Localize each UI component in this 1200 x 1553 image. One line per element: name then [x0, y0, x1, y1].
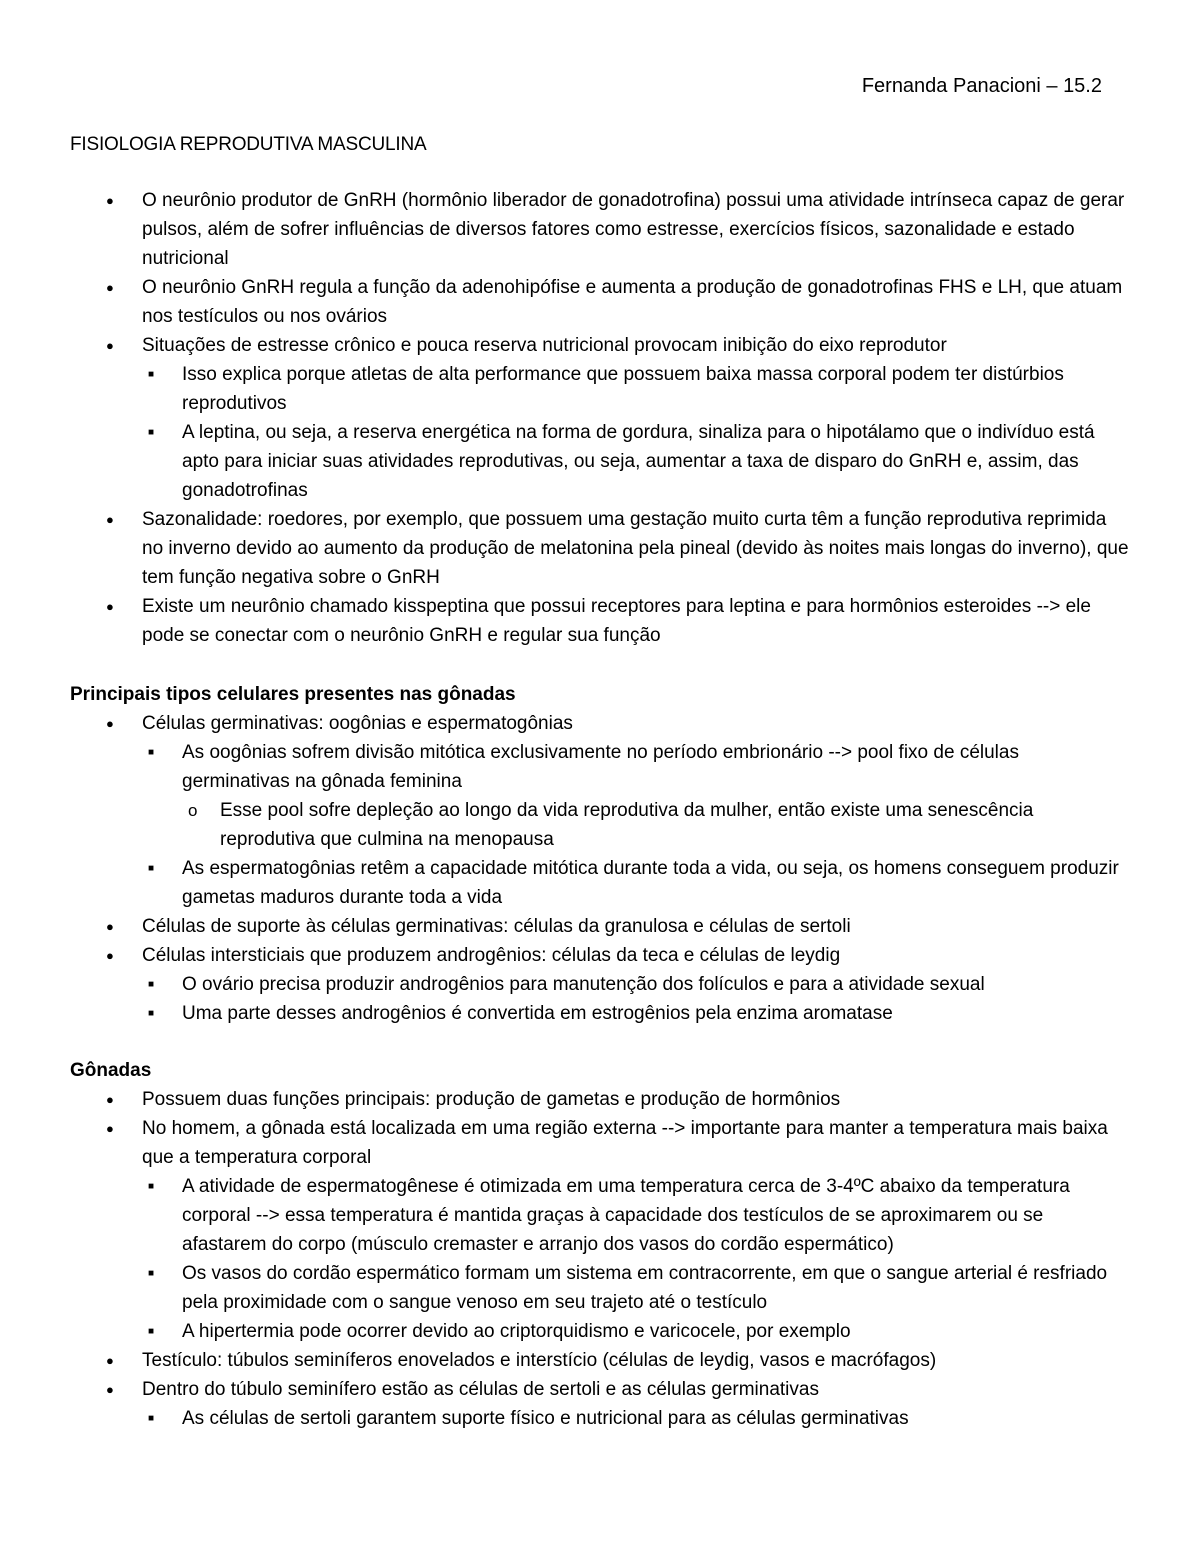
list-item: ● Sazonalidade: roedores, por exemplo, que possuem uma gestação muito curta têm a função reprodutiva reprimida no inverno devido ao aumento da produção de melatonina pela pineal (devido às noites mais longas do inverno), que tem função negativa sobre o GnRH [70, 505, 1130, 592]
sub-list-item: ■ As células de sertoli garantem suporte físico e nutricional para as células germinativas [142, 1404, 1130, 1433]
sub-list-item: ■ O ovário precisa produzir androgênios para manutenção dos folículos e para a atividade sexual [142, 970, 1130, 999]
list-item-text: Células intersticiais que produzem androgênios: células da teca e células de leydig [142, 945, 841, 966]
list-item-text: Situações de estresse crônico e pouca reserva nutricional provocam inibição do eixo reprodutor [142, 335, 947, 356]
list-item [70, 941, 1130, 1028]
sub-list-item: ■ A leptina, ou seja, a reserva energética na forma de gordura, sinaliza para o hipotálamo que o indivíduo está apto para iniciar suas atividades reprodutivas, ou seja, aumentar a taxa de disparo do GnRH e, assim, das gonadotrofinas [142, 418, 1130, 505]
sub-sub-list [182, 796, 1130, 854]
intro-list [70, 186, 1130, 650]
list-item-text: Células germinativas: oogônias e espermatogônias [142, 713, 573, 734]
sub-list-item: ■ A hipertermia pode ocorrer devido ao criptorquidismo e varicocele, por exemplo [142, 1317, 1130, 1346]
sub-list-item: ■ As espermatogônias retêm a capacidade mitótica durante toda a vida, ou seja, os homens conseguem produzir gametas maduros durante toda a vida [142, 854, 1130, 912]
sub-list [142, 738, 1130, 912]
document-title: FISIOLOGIA REPRODUTIVA MASCULINA [70, 134, 427, 155]
list-item: ● Células de suporte às células germinativas: células da granulosa e células de sertoli [70, 912, 1130, 941]
cell-types-section [70, 680, 1130, 1028]
sub-list-item: ■ A atividade de espermatogênese é otimizada em uma temperatura cerca de 3-4ºC abaixo da temperatura corporal --> essa temperatura é mantida graças à capacidade dos testículos de se aproximarem ou se afastarem do corpo (músculo cremaster e arranjo dos vasos do cordão espermático) [142, 1172, 1130, 1259]
list-item: ● O neurônio produtor de GnRH (hormônio liberador de gonadotrofina) possui uma atividade intrínseca capaz de gerar pulsos, além de sofrer influências de diversos fatores como estresse, exercícios físicos, sazonalidade e estado nutricional [70, 186, 1130, 273]
cell-types-list [70, 709, 1130, 1028]
section-heading: Gônadas [70, 1060, 152, 1081]
author-header: Fernanda Panacioni – 15.2 [861, 75, 1102, 97]
sub-list [142, 360, 1130, 505]
sub-list-item-text: As oogônias sofrem divisão mitótica exclusivamente no período embrionário --> pool fixo de células germinativas na gônada feminina [182, 742, 1019, 792]
sub-list-item: ■ Uma parte desses androgênios é convertida em estrogênios pela enzima aromatase [142, 999, 1130, 1028]
list-item: ● Possuem duas funções principais: produção de gametas e produção de hormônios [70, 1085, 1130, 1114]
list-item-text: Dentro do túbulo seminífero estão as células de sertoli e as células germinativas [142, 1379, 819, 1400]
list-item: ● O neurônio GnRH regula a função da adenohipófise e aumenta a produção de gonadotrofinas FHS e LH, que atuam nos testículos ou nos ovários [70, 273, 1130, 331]
list-item: ● Testículo: túbulos seminíferos enovelados e interstício (células de leydig, vasos e macrófagos) [70, 1346, 1130, 1375]
gonads-section [70, 1056, 1130, 1433]
intro-section [70, 186, 1130, 650]
sub-sub-list-item: o Esse pool sofre depleção ao longo da vida reprodutiva da mulher, então existe uma senescência reprodutiva que culmina na menopausa [182, 796, 1130, 854]
list-item [70, 331, 1130, 505]
sub-list-item: ■ Os vasos do cordão espermático formam um sistema em contracorrente, em que o sangue arterial é resfriado pela proximidade com o sangue venoso em seu trajeto até o testículo [142, 1259, 1130, 1317]
section-heading: Principais tipos celulares presentes nas gônadas [70, 684, 516, 705]
sub-list [142, 1172, 1130, 1346]
gonads-list [70, 1085, 1130, 1433]
list-item [70, 709, 1130, 912]
sub-list [142, 1404, 1130, 1433]
list-item [70, 1375, 1130, 1433]
sub-list [142, 970, 1130, 1028]
list-item: ● Existe um neurônio chamado kisspeptina que possui receptores para leptina e para hormônios esteroides --> ele pode se conectar com o neurônio GnRH e regular sua função [70, 592, 1130, 650]
list-item-text: No homem, a gônada está localizada em uma região externa --> importante para manter a temperatura mais baixa que a temperatura corporal [142, 1118, 1108, 1168]
sub-list-item [142, 738, 1130, 854]
list-item [70, 1114, 1130, 1346]
sub-list-item: ■ Isso explica porque atletas de alta performance que possuem baixa massa corporal podem ter distúrbios reprodutivos [142, 360, 1130, 418]
